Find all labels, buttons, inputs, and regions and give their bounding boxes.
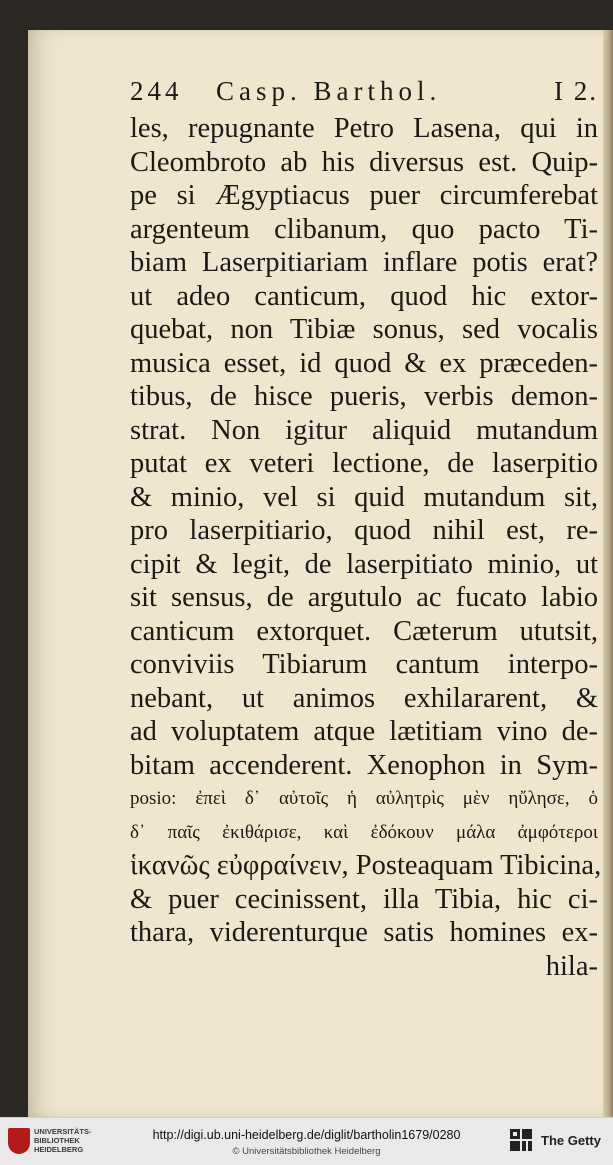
viewer-footer [0, 1117, 613, 1165]
text-line: pro laserpitiario, quod nihil est, re- [130, 515, 598, 546]
permalink-url[interactable]: http://digi.ub.uni-heidelberg.de/diglit/bartholin1679/0280 [152, 1128, 461, 1142]
text-line: & puer cecinissent, illa Tibia, hic ci- [130, 883, 598, 915]
catchword: hila- [545, 950, 598, 982]
page-number: 244 [130, 76, 183, 106]
text-line: ut adeo canticum, quod hic extor- [130, 280, 598, 312]
copyright-notice: © Universitätsbibliothek Heidelberg [232, 1146, 381, 1157]
chapter-number: I 2. [554, 76, 598, 106]
text-line: thara, viderenturque satis homines ex- [130, 917, 598, 948]
text-line: ad voluptatem atque lætitiam vino de- [130, 716, 598, 747]
greek-text-line: δ᾽ παῖς ἐκιθάρισε, καὶ ἐδόκουν μάλα ἀμφότεροι [130, 821, 598, 843]
text-line: quebat, non Tibiæ sonus, sed vocalis [130, 314, 598, 345]
text-line: strat. Non igitur aliquid mutandum [130, 414, 598, 446]
text-line: nebant, ut animos exhilararent, & [130, 682, 598, 714]
text-line: les, repugnante Petro Lasena, qui in [130, 113, 598, 144]
text-line: cipit & legit, de laserpitiato minio, ut [130, 548, 598, 580]
text-line: putat ex veteri lectione, de laserpitio [130, 448, 598, 479]
running-title: Casp. Barthol. [216, 76, 442, 106]
greek-text-line: posio: ἐπεὶ δ᾽ αὐτοῖς ἡ αὐλητρὶς μὲν ηὔλησε, ὁ [130, 788, 598, 809]
text-line: musica esset, id quod & ex præceden- [130, 347, 598, 379]
page-text [130, 76, 602, 983]
getty-icon [509, 1128, 533, 1152]
text-line: biam Laserpitiariam inflare potis erat? [130, 247, 598, 278]
library-logo-text: UNIVERSITÄTS- BIBLIOTHEK HEIDELBERG [34, 1127, 92, 1154]
page-edge [603, 30, 613, 1117]
text-line: & minio, vel si quid mutandum sit, [130, 481, 598, 513]
text-line: tibus, de hisce pueris, verbis demon- [130, 381, 598, 412]
text-line: bitam accenderent. Xenophon in Sym- [130, 749, 598, 781]
text-line: sit sensus, de argutulo ac fucato labio [130, 582, 598, 613]
getty-logo[interactable] [509, 1128, 605, 1156]
text-line: ἱκανῶς εὐφραίνειν, Posteaquam Tibicina, [130, 850, 602, 881]
text-line: conviviis Tibiarum cantum interpo- [130, 649, 598, 680]
text-line: argenteum clibanum, quo pacto Ti- [130, 213, 598, 245]
text-line: Cleombroto ab his diversus est. Quip- [130, 146, 598, 178]
page-header [130, 76, 598, 112]
text-line: canticum extorquet. Cæterum ututsit, [130, 615, 598, 647]
sponsor-name: The Getty [541, 1133, 601, 1148]
text-line: pe si Ægyptiacus puer circumferebat [130, 180, 598, 211]
